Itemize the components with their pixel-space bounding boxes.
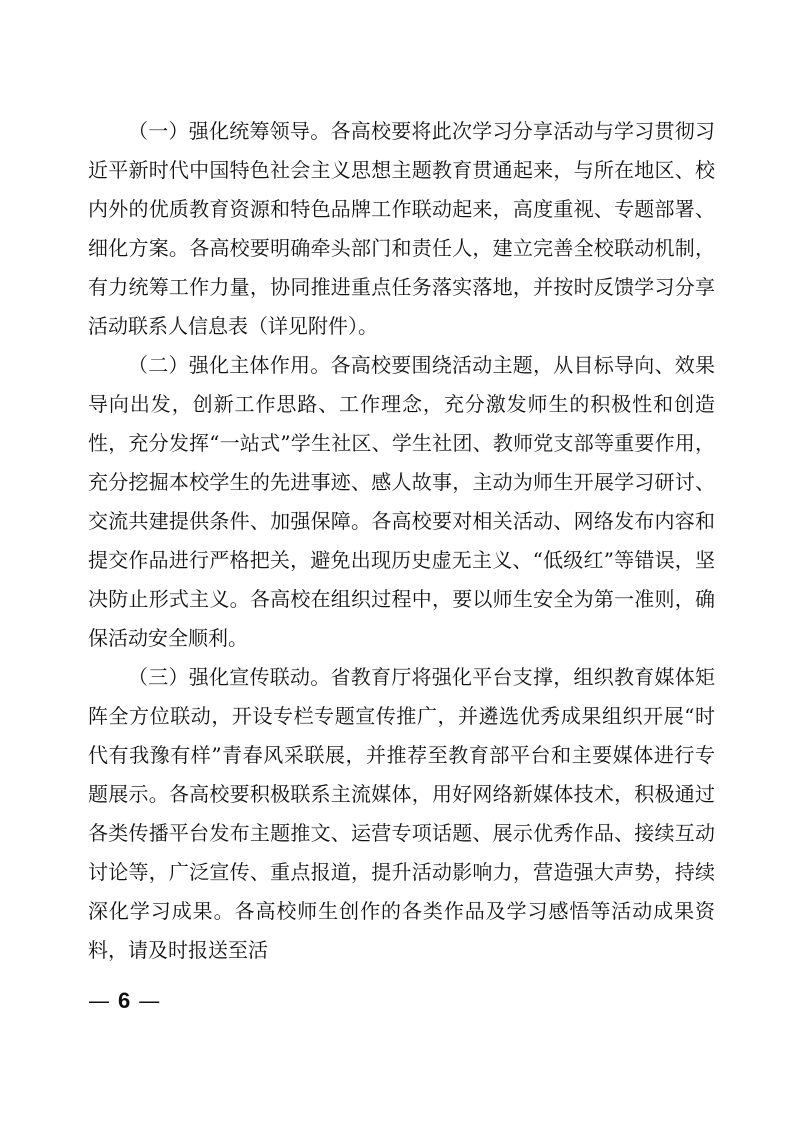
footer-dash-right: —: [138, 989, 161, 1014]
paragraph-3: （三）强化宣传联动。省教育厅将强化平台支撑，组织教育媒体矩阵全方位联动，开设专栏专题宣传推广，并遴选优秀成果组织开展“时代有我豫有样”青春风采联展，并推荐至教育部平台和主要媒体进行专题展示。各高校要积极联系主流媒体，用好网络新媒体技术，积极通过各类传播平台发布主题推文、运营专项话题、展示优秀作品、接续互动讨论等，广泛宣传、重点报道，提升活动影响力，营造强大声势，持续深化学习成果。各高校师生创作的各类作品及学习感悟等活动成果资料，请及时报送至活: [88, 665, 715, 962]
footer-dash-left: —: [88, 989, 110, 1014]
paragraph-1: （一）强化统筹领导。各高校要将此次学习分享活动与学习贯彻习近平新时代中国特色社会主义思想主题教育贯通起来，与所在地区、校内外的优质教育资源和特色品牌工作联动起来，高度重视、专题部署、细化方案。各高校要明确牵头部门和责任人，建立完善全校联动机制，有力统筹工作力量，协同推进重点任务落实落地，并按时反馈学习分享活动联系人信息表（详见附件）。: [88, 119, 715, 338]
paragraph-2: （二）强化主体作用。各高校要围绕活动主题，从目标导向、效果导向出发，创新工作思路、工作理念，充分激发师生的积极性和创造性，充分发挥“一站式”学生社区、学生社团、教师党支部等重要作用，充分挖掘本校学生的先进事迹、感人故事，主动为师生开展学习研讨、交流共建提供条件、加强保障。各高校要对相关活动、网络发布内容和提交作品进行严格把关，避免出现历史虚无主义、“低级红”等错误，坚决防止形式主义。各高校在组织过程中，要以师生安全为第一准则，确保活动安全顺利。: [88, 353, 715, 650]
page-footer: [88, 988, 160, 1015]
page-number: 6: [118, 988, 131, 1013]
document-body: [88, 112, 715, 970]
